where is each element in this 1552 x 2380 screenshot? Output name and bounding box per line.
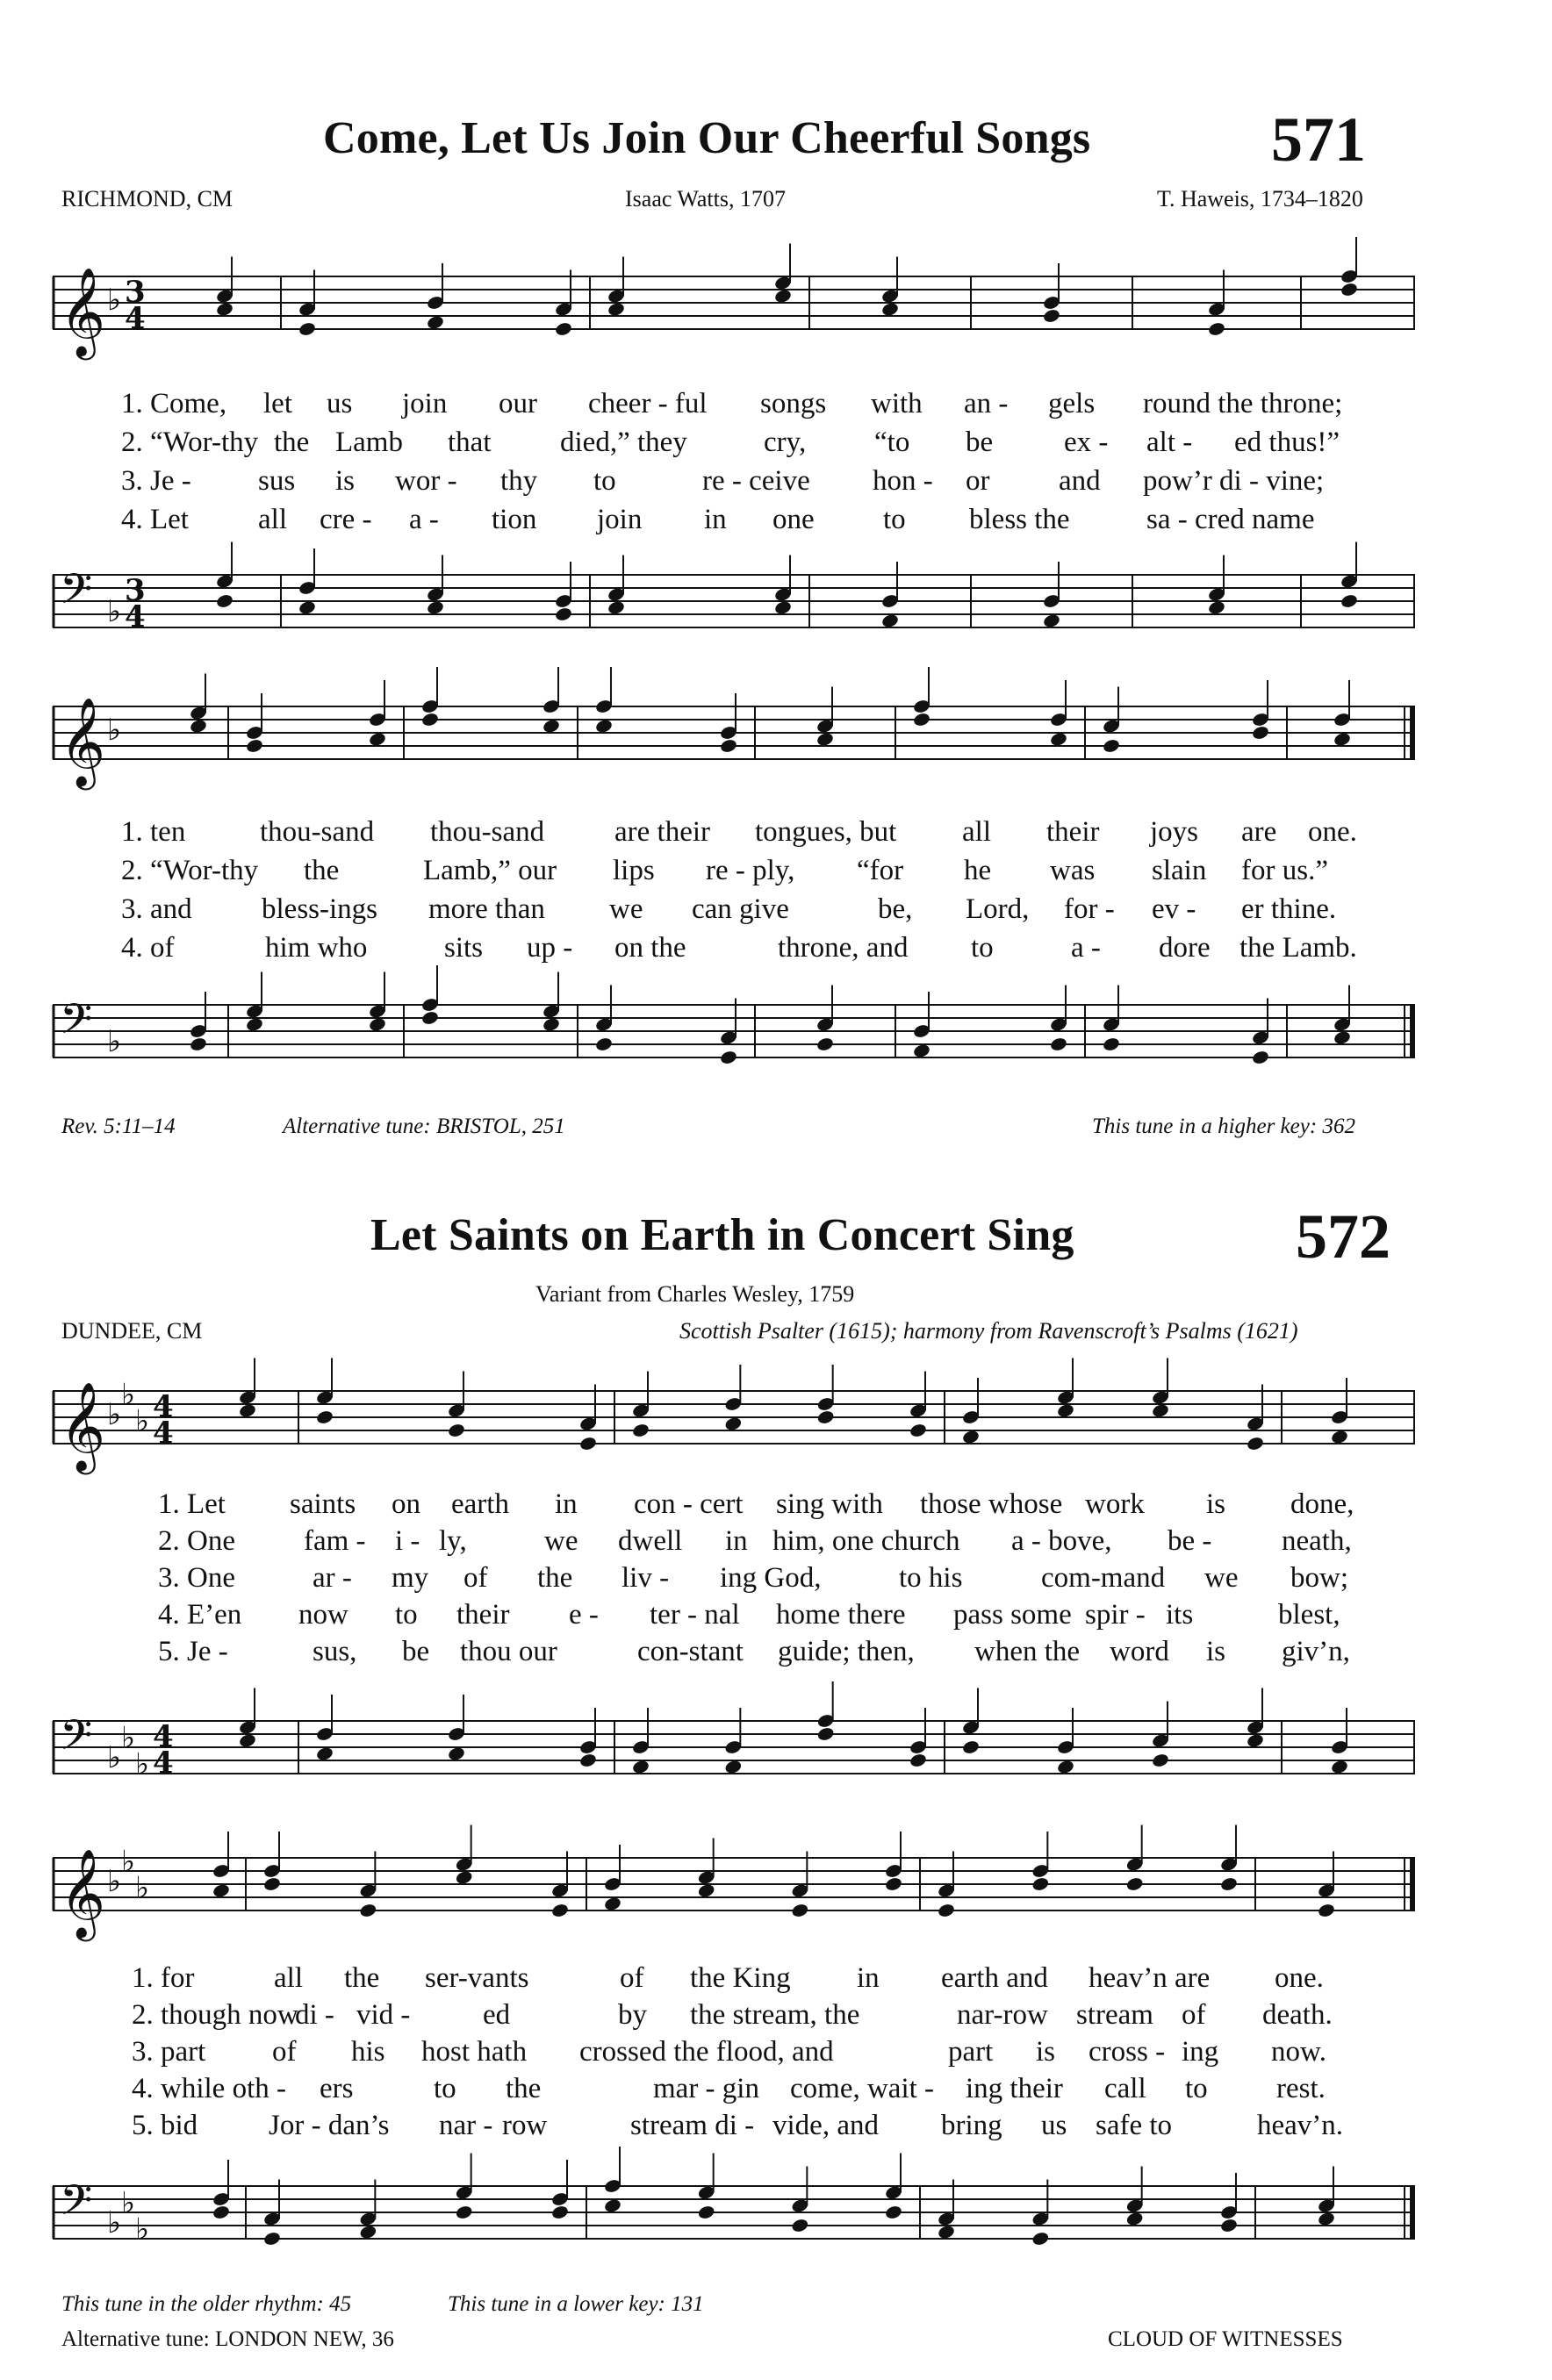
hymn-571-s2-verse-4: 4. of him who sits up - on the throne, and to a - dore the Lamb. (121, 932, 1357, 964)
treble-staff-graphic (53, 254, 1415, 356)
flat-icon: ♭ (107, 2205, 122, 2240)
hymn-572-system-1-treble-staff (53, 1369, 1415, 1471)
hymn-571-number: 571 (1271, 104, 1366, 175)
hymn-571-key-note: This tune in a higher key: 362 (1092, 1115, 1355, 1138)
treble-clef-icon: 𝄞 (60, 1380, 106, 1471)
hymn-571-tune: RICHMOND, CM (61, 186, 234, 211)
staff-lines (53, 2186, 1415, 2239)
flat-icon: ♭ (121, 2185, 136, 2221)
flat-icon: ♭ (107, 1740, 122, 1775)
hymn-571-text-credit: Isaac Watts, 1707 (625, 186, 786, 211)
hymn-572-s2-verse-5: 5. bid Jor - dan’s nar - row stream di - vide, and bring us safe to heav’n. (132, 2110, 1344, 2141)
time-signature-top: 4 (153, 1719, 174, 1754)
bass-staff-graphic (53, 2164, 1415, 2261)
hymn-571-system-2-treble-staff (53, 685, 1415, 786)
flat-icon: ♭ (135, 1403, 150, 1439)
hymn-572-s2-verse-3: 3. part of his host hath crossed the flood, and part is cross - ing now. (132, 2036, 1326, 2068)
bass-clef-icon: 𝄢 (60, 2176, 93, 2235)
bass-clef-icon: 𝄢 (60, 994, 93, 1054)
noteheads (189, 965, 1351, 1065)
flat-icon: ♭ (121, 1377, 136, 1413)
hymn-571-music-credit: T. Haweis, 1734–1820 (1157, 186, 1363, 211)
time-signature-top: 3 (125, 573, 146, 608)
hymn-572-s1-verse-2: 2. One fam - i - ly, we dwell in him, one church a - bove, be - neath, (158, 1525, 1352, 1557)
hymn-572-category: CLOUD OF WITNESSES (1108, 2327, 1343, 2351)
treble-staff-graphic (53, 685, 1415, 786)
hymn-572-s1-verse-3: 3. One ar - my of the liv - ing God, to his com-mand we bow; (158, 1562, 1348, 1594)
time-signature-bottom: 4 (153, 1746, 174, 1781)
flat-icon: ♭ (107, 1024, 122, 1059)
hymn-571-s1-verse-4: 4. Let all cre - a - tion join in one to bless the sa - cred name (121, 504, 1315, 535)
noteheads (212, 2147, 1335, 2247)
flat-icon: ♭ (107, 1864, 122, 1899)
flat-icon: ♭ (121, 1720, 136, 1756)
hymn-571-s1-verse-3: 3. Je - sus is wor - thy to re - ceive hon - or and pow’r di - vine; (121, 465, 1325, 497)
hymn-572-lower-key-note: This tune in a lower key: 131 (448, 2292, 704, 2316)
flat-icon: ♭ (107, 1397, 122, 1432)
flat-icon: ♭ (107, 713, 122, 748)
hymn-572-text-credit: Variant from Charles Wesley, 1759 (535, 1281, 855, 1307)
hymn-572-alternative-tune: Alternative tune: LONDON NEW, 36 (61, 2327, 394, 2351)
hymn-572-s2-verse-1: 1. for all the ser-vants of the King in earth and heav’n are one. (132, 1962, 1324, 1994)
hymn-571-alternative-tune: Alternative tune: BRISTOL, 251 (283, 1115, 565, 1138)
bass-clef-icon: 𝄢 (60, 564, 93, 624)
time-signature-bottom: 4 (153, 1416, 174, 1451)
hymn-571-system-1-bass-staff (53, 553, 1415, 649)
hymn-572-number: 572 (1296, 1201, 1390, 1272)
bass-staff-graphic (53, 1699, 1415, 1796)
noteheads (215, 237, 1358, 337)
time-signature-bottom: 4 (125, 301, 146, 336)
hymn-572-title: Let Saints on Earth in Concert Sing (370, 1210, 1074, 1260)
treble-clef-icon: 𝄞 (60, 1847, 106, 1938)
hymn-571-s2-verse-3: 3. and bless-ings more than we can give be, Lord, for - ev - er thine. (121, 893, 1337, 925)
hymn-572-tune: DUNDEE, CM (61, 1318, 203, 1344)
hymn-572-s1-verse-1: 1. Let saints on earth in con - cert sing with those whose work is done, (158, 1488, 1354, 1520)
hymn-571-system-2-bass-staff (53, 983, 1415, 1079)
treble-staff-graphic (53, 1369, 1415, 1471)
staff-lines (53, 276, 1415, 329)
hymn-571-s2-verse-1: 1. ten thou-sand thou-sand are their tongues, but all their joys are one. (121, 816, 1357, 848)
hymn-572-music-credit: Scottish Psalter (1615); harmony from Ravenscroft’s Psalms (1621) (679, 1318, 1298, 1344)
bass-staff-graphic (53, 553, 1415, 649)
time-signature-top: 3 (125, 275, 146, 310)
hymn-572-s2-verse-2: 2. though now di - vid - ed by the stream, the nar-row stream of death. (132, 1999, 1333, 2031)
time-signature-top: 4 (153, 1389, 174, 1424)
flat-icon: ♭ (107, 594, 122, 629)
hymn-572-system-2-bass-staff (53, 2164, 1415, 2261)
flat-icon: ♭ (135, 1746, 150, 1782)
hymn-572-s1-verse-4: 4. E’en now to their e - ter - nal home there pass some spir - its blest, (158, 1599, 1340, 1631)
staff-lines (53, 1858, 1415, 1910)
time-signature-bottom: 4 (125, 599, 146, 634)
treble-staff-graphic (53, 1836, 1415, 1938)
bass-staff-graphic (53, 983, 1415, 1079)
treble-clef-icon: 𝄞 (60, 696, 106, 786)
staff-lines (53, 575, 1415, 627)
flat-icon: ♭ (121, 1844, 136, 1880)
hymn-571-system-1-treble-staff (53, 254, 1415, 356)
flat-icon: ♭ (135, 1870, 150, 1906)
hymn-572-system-1-bass-staff (53, 1699, 1415, 1796)
bass-clef-icon: 𝄢 (60, 1710, 93, 1770)
treble-clef-icon: 𝄞 (60, 266, 106, 356)
hymn-571-s2-verse-2: 2. “Wor-thy the Lamb,” our lips re - ply, “for he was slain for us.” (121, 855, 1328, 886)
flat-icon: ♭ (135, 2212, 150, 2247)
noteheads (215, 542, 1358, 629)
hymn-571-s1-verse-1: 1. Come, let us join our cheer - ful songs with an - gels round the throne; (121, 388, 1343, 419)
hymn-571-title: Come, Let Us Join Our Cheerful Songs (323, 113, 1091, 163)
hymn-572-system-2-treble-staff (53, 1836, 1415, 1938)
hymn-572-s1-verse-5: 5. Je - sus, be thou our con-stant guide; then, when the word is giv’n, (158, 1636, 1350, 1667)
noteheads (189, 667, 1351, 754)
flat-icon: ♭ (107, 283, 122, 318)
hymn-571-scripture: Rev. 5:11–14 (61, 1115, 176, 1138)
hymn-571-s1-verse-2: 2. “Wor-thy the Lamb that died,” they cry, “to be ex - alt - ed thus!” (121, 427, 1340, 458)
hymn-572-older-rhythm-note: This tune in the older rhythm: 45 (61, 2292, 352, 2316)
hymn-572-s2-verse-4: 4. while oth - ers to the mar - gin come, wait - ing their call to rest. (132, 2073, 1326, 2104)
